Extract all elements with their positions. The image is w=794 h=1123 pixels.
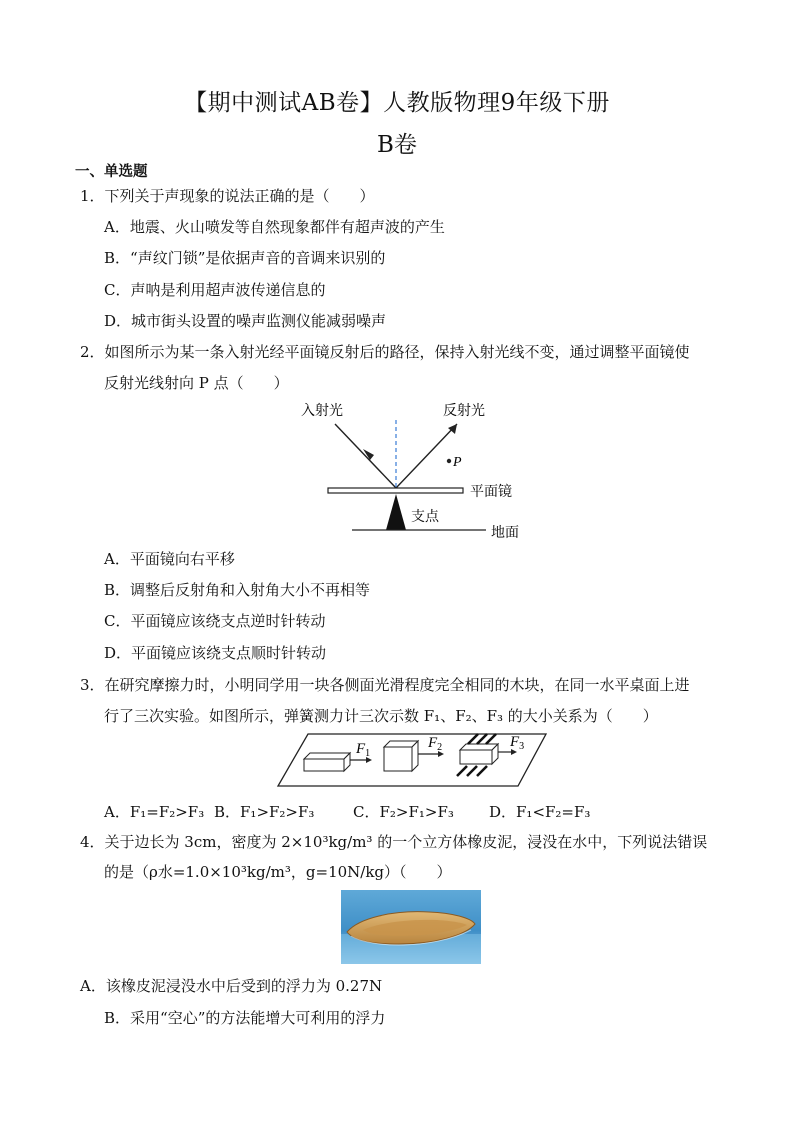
q3-stem-line1: 3．在研究摩擦力时，小明同学用一块各侧面光滑程度完全相同的木块，在同一水平桌面上进	[80, 676, 690, 694]
reflected-ray	[396, 424, 457, 488]
label-pivot: 支点	[411, 510, 439, 525]
q2-stem-line1: 2．如图所示为某一条入射光经平面镜反射后的路径，保持入射光线不变，通过调整平面镜使	[80, 343, 690, 361]
label-f1: $F_1$	[356, 741, 371, 759]
q1-stem: 1．下列关于声现象的说法正确的是（ ）	[80, 187, 375, 205]
q1-option-a: A．地震、火山喷发等自然现象都伴有超声波的产生	[104, 218, 445, 236]
q1-option-d: D．城市街头设置的噪声监测仪能减弱噪声	[104, 312, 387, 330]
q1-option-c: C．声呐是利用超声波传递信息的	[104, 281, 326, 299]
q2-option-a: A．平面镜向右平移	[104, 550, 235, 568]
q2-option-b: B．调整后反射角和入射角大小不再相等	[104, 581, 371, 599]
q3-option-a: A．F₁=F₂>F₃	[104, 803, 205, 821]
incident-ray	[335, 424, 396, 488]
block-2-side	[412, 741, 418, 771]
q4-option-a: A．该橡皮泥浸没水中后受到的浮力为 0.27N	[80, 977, 383, 995]
block-2-front	[384, 747, 412, 771]
clay-boat-photo	[341, 890, 481, 964]
label-incident: 入射光	[301, 404, 343, 419]
q3-option-b: B．F₁>F₂>F₃	[214, 803, 315, 821]
point-p-dot	[447, 459, 451, 463]
q2-option-d: D．平面镜应该绕支点顺时针转动	[104, 644, 327, 662]
label-reflected: 反射光	[443, 404, 485, 419]
block-3-front	[460, 750, 492, 764]
label-f3: $F_3$	[510, 734, 525, 752]
label-ground: 地面	[491, 526, 519, 541]
page-subtitle: B卷	[377, 132, 417, 158]
label-f2: $F_2$	[428, 735, 443, 753]
page-title: 【期中测试AB卷】人教版物理9年级下册	[184, 90, 610, 116]
q3-option-d: D．F₁<F₂=F₃	[489, 803, 591, 821]
q4-stem-line1: 4．关于边长为 3cm，密度为 2×10³kg/m³ 的一个立方体橡皮泥，浸没在水中，下列说法错误	[80, 833, 708, 851]
q1-option-b: B．“声纹门锁”是依据声音的音调来识别的	[104, 249, 386, 267]
block-1-front	[304, 759, 344, 771]
q2-option-c: C．平面镜应该绕支点逆时针转动	[104, 612, 326, 630]
plane-mirror	[328, 488, 463, 493]
q3-stem-line2: 行了三次实验。如图所示，弹簧测力计三次示数 F₁、F₂、F₃ 的大小关系为（ ）	[104, 707, 658, 725]
mirror-reflection-figure	[290, 398, 540, 544]
q3-option-c: C．F₂>F₁>F₃	[353, 803, 454, 821]
q2-stem-line2: 反射光线射向 P 点（ ）	[104, 374, 289, 392]
q4-option-b: B．采用“空心”的方法能增大可利用的浮力	[104, 1009, 386, 1027]
pivot-support	[386, 494, 406, 530]
friction-experiment-figure	[274, 730, 550, 790]
block-1-top	[304, 753, 350, 759]
q4-stem-line2: 的是（ρ水=1.0×10³kg/m³，g=10N/kg）（ ）	[104, 863, 452, 881]
section-heading: 一、单选题	[75, 163, 148, 180]
label-point-p: P	[453, 455, 462, 470]
label-mirror: 平面镜	[470, 485, 512, 500]
